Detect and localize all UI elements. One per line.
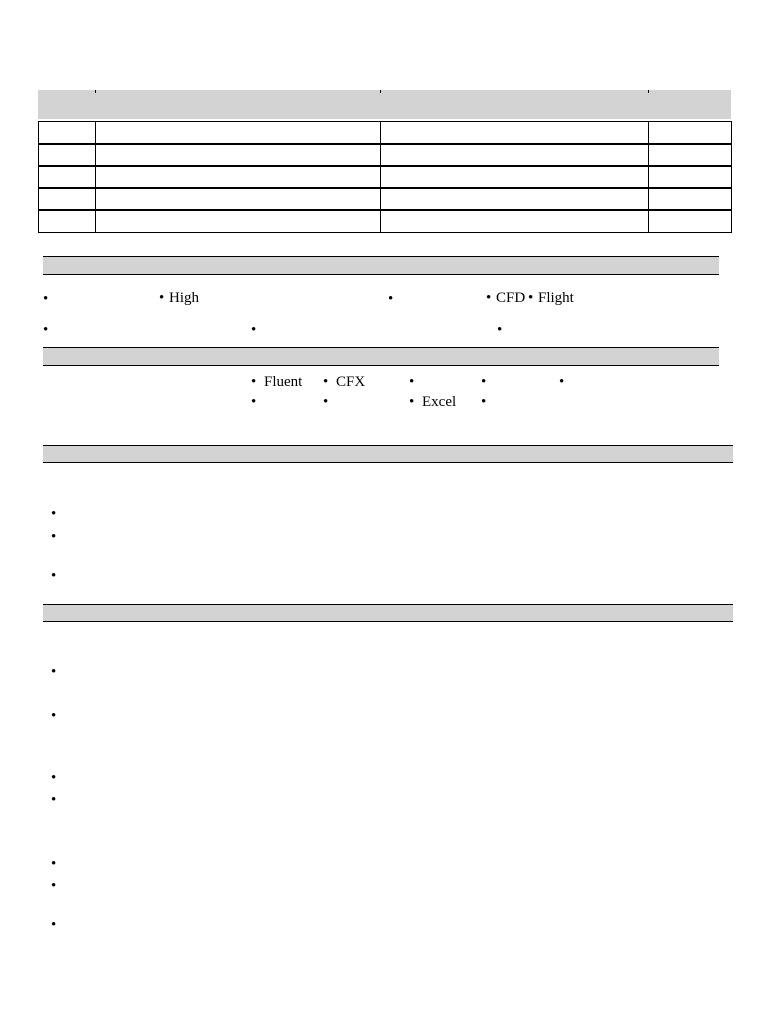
bullet: • (497, 322, 503, 338)
table-cell (380, 210, 381, 232)
bullet: • (559, 374, 565, 390)
bullet: • (409, 374, 415, 390)
bullet: • (51, 664, 57, 680)
table-cell (95, 122, 96, 144)
bullet: • (51, 529, 57, 545)
bullet: • (51, 568, 57, 584)
section-heading-bar (43, 256, 719, 275)
section-heading-bar (43, 445, 733, 463)
skill-item: High (169, 290, 199, 306)
table-cell (95, 188, 96, 210)
table-cell (648, 122, 649, 144)
header-divider-tick (95, 90, 96, 93)
bullet: • (486, 290, 492, 306)
table-row (38, 121, 732, 145)
bullet: • (51, 878, 57, 894)
software-item: CFX (336, 374, 366, 390)
section-heading-bar (43, 604, 733, 622)
bullet: • (251, 394, 257, 410)
bullet: • (51, 770, 57, 786)
table-row (38, 187, 732, 211)
table-cell (95, 144, 96, 166)
bullet: • (528, 290, 534, 306)
bullet: • (323, 394, 329, 410)
section-heading-bar (43, 347, 719, 366)
table-cell (95, 166, 96, 188)
bullet: • (51, 506, 57, 522)
table-cell (648, 144, 649, 166)
table-cell (648, 210, 649, 232)
bullet: • (388, 291, 394, 307)
bullet: • (51, 856, 57, 872)
table-cell (648, 188, 649, 210)
table-row (38, 143, 732, 167)
bullet: • (251, 374, 257, 390)
table-cell (380, 188, 381, 210)
table-row (38, 209, 732, 233)
table-header (38, 90, 731, 119)
bullet: • (43, 322, 49, 338)
bullet: • (251, 322, 257, 338)
bullet: • (51, 792, 57, 808)
table-cell (380, 166, 381, 188)
software-item: Excel (422, 394, 457, 410)
bullet: • (51, 917, 57, 933)
header-divider-tick (648, 90, 649, 93)
bullet: • (51, 708, 57, 724)
bullet: • (43, 291, 49, 307)
bullet: • (323, 374, 329, 390)
bullet: • (481, 394, 487, 410)
table-cell (648, 166, 649, 188)
table-cell (380, 144, 381, 166)
bullet: • (481, 374, 487, 390)
bullet: • (409, 394, 415, 410)
table-cell (95, 210, 96, 232)
header-divider-tick (380, 90, 381, 93)
skill-item: Flight (538, 290, 574, 306)
table-cell (380, 122, 381, 144)
bullet: • (159, 290, 165, 306)
skill-item: CFD (496, 290, 526, 306)
table-row (38, 165, 732, 189)
software-item: Fluent (264, 374, 303, 390)
